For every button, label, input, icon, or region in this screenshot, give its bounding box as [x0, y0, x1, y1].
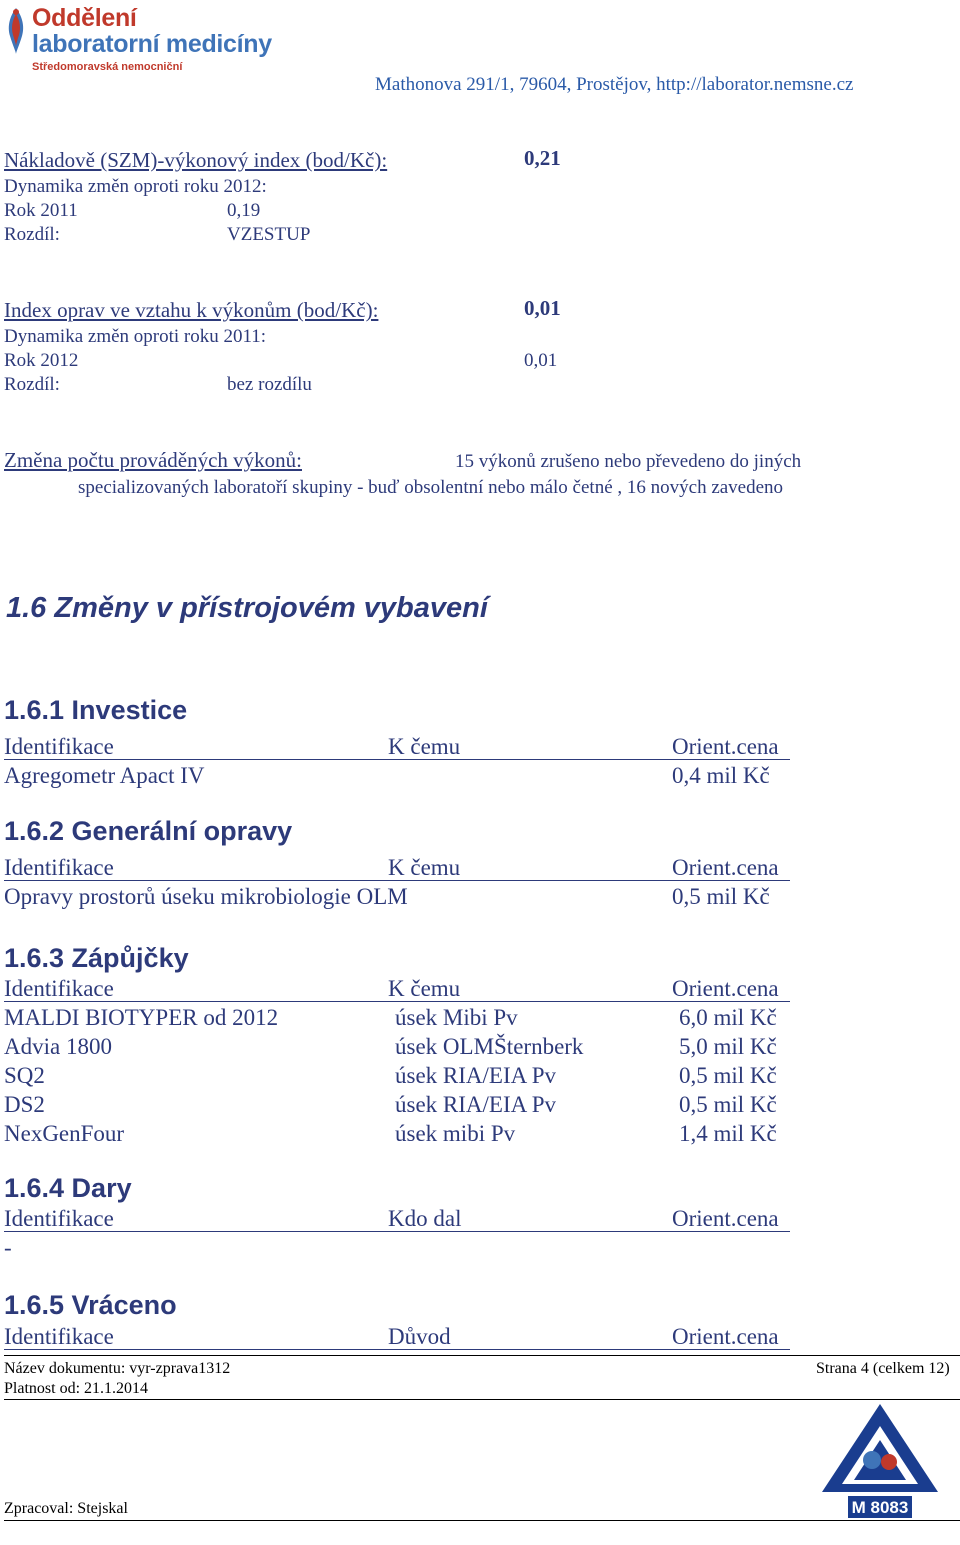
- cert-mark-text: M 8083: [851, 1498, 909, 1517]
- logo-text-line2: laboratorní medicíny: [32, 30, 272, 58]
- footer-valid-from: Platnost od: 21.1.2014: [4, 1380, 149, 1397]
- dary-col-who: Kdo dal: [388, 1206, 462, 1231]
- opravy-row-id: Opravy prostorů úseku mikrobiologie OLM: [4, 884, 408, 909]
- table-row-what: úsek OLMŠternberk: [395, 1034, 584, 1059]
- kpi2-year-value: 0,01: [524, 350, 558, 371]
- logo-text-line1: Oddělení: [32, 4, 137, 32]
- kpi1-label: Nákladově (SZM)-výkonový index (bod/Kč):: [4, 148, 388, 172]
- investice-row-price: 0,4 mil Kč: [672, 763, 770, 788]
- dary-title: 1.6.4 Dary: [4, 1173, 132, 1203]
- table-row-price: 1,4 mil Kč: [679, 1121, 777, 1146]
- table-row-id: SQ2: [4, 1063, 45, 1088]
- footer-page-number: Strana 4 (celkem 12): [816, 1360, 950, 1377]
- investice-title: 1.6.1 Investice: [4, 695, 188, 725]
- kpi2-dynamics: Dynamika změn oproti roku 2011:: [4, 326, 267, 347]
- investice-row-id: Agregometr Apact IV: [4, 763, 205, 788]
- vraceno-col-reason: Důvod: [388, 1324, 451, 1349]
- investice-col-id: Identifikace: [4, 734, 114, 759]
- vraceno-col-id: Identifikace: [4, 1324, 114, 1349]
- table-row-id: DS2: [4, 1092, 45, 1117]
- logo-text-line3: Středomoravská nemocniční: [32, 61, 183, 73]
- footer-bottom-rule: [4, 1520, 960, 1521]
- zapujcky-header-rule: [4, 1001, 790, 1002]
- header-address: Mathonova 291/1, 79604, Prostějov, http://laborator.nemsne.cz: [375, 74, 854, 95]
- kpi3-text2: specializovaných laboratoří skupiny - buď obsolentní nebo málo četné , 16 nových zavedeno: [78, 477, 784, 498]
- kpi2-value: 0,01: [524, 296, 561, 320]
- table-row-price: 6,0 mil Kč: [679, 1005, 777, 1030]
- table-row-what: úsek Mibi Pv: [395, 1005, 518, 1030]
- opravy-row-price: 0,5 mil Kč: [672, 884, 770, 909]
- kpi1-year-value: 0,19: [227, 200, 261, 221]
- investice-header-rule: [4, 759, 790, 760]
- zapujcky-col-what: K čemu: [388, 976, 461, 1001]
- table-row-id: MALDI BIOTYPER od 2012: [4, 1005, 279, 1030]
- kpi3-label: Změna počtu prováděných výkonů:: [4, 448, 302, 472]
- kpi2-diff-label: Rozdíl:: [4, 374, 60, 395]
- opravy-title: 1.6.2 Generální opravy: [4, 816, 293, 846]
- footer-author: Zpracoval: Stejskal: [4, 1500, 128, 1517]
- opravy-col-what: K čemu: [388, 855, 461, 880]
- vraceno-title: 1.6.5 Vráceno: [4, 1290, 177, 1320]
- table-row-price: 0,5 mil Kč: [679, 1063, 777, 1088]
- dary-header-rule: [4, 1231, 790, 1232]
- kpi3-text1: 15 výkonů zrušeno nebo převedeno do jiných: [455, 451, 802, 472]
- opravy-col-price: Orient.cena: [672, 855, 779, 880]
- investice-col-what: K čemu: [388, 734, 461, 759]
- opravy-col-id: Identifikace: [4, 855, 114, 880]
- table-row-what: úsek RIA/EIA Pv: [395, 1092, 556, 1117]
- kpi1-year-label: Rok 2011: [4, 200, 78, 221]
- certification-logo: [818, 1402, 942, 1520]
- table-row-what: úsek RIA/EIA Pv: [395, 1063, 556, 1088]
- zapujcky-col-id: Identifikace: [4, 976, 114, 1001]
- vraceno-header-rule: [4, 1349, 790, 1350]
- kpi2-diff-value: bez rozdílu: [227, 374, 312, 395]
- kpi2-year-label: Rok 2012: [4, 350, 79, 371]
- zapujcky-title: 1.6.3 Zápůjčky: [4, 943, 189, 973]
- section-title: 1.6 Změny v přístrojovém vybavení: [6, 592, 488, 624]
- dary-col-price: Orient.cena: [672, 1206, 779, 1231]
- kpi1-diff-label: Rozdíl:: [4, 224, 60, 245]
- dary-col-id: Identifikace: [4, 1206, 114, 1231]
- zapujcky-col-price: Orient.cena: [672, 976, 779, 1001]
- dary-row-id: -: [4, 1235, 12, 1260]
- table-row-id: NexGenFour: [4, 1121, 125, 1146]
- table-row-price: 5,0 mil Kč: [679, 1034, 777, 1059]
- opravy-header-rule: [4, 880, 790, 881]
- kpi1-diff-value: VZESTUP: [227, 224, 311, 245]
- table-row-what: úsek mibi Pv: [395, 1121, 516, 1146]
- kpi1-dynamics: Dynamika změn oproti roku 2012:: [4, 176, 267, 197]
- investice-col-price: Orient.cena: [672, 734, 779, 759]
- footer-mid-rule: [4, 1399, 960, 1400]
- logo-icon: [4, 6, 28, 56]
- footer-top-rule: [4, 1355, 960, 1356]
- vraceno-col-price: Orient.cena: [672, 1324, 779, 1349]
- table-row-id: Advia 1800: [4, 1034, 112, 1059]
- footer-doc-name: Název dokumentu: vyr-zprava1312: [4, 1360, 231, 1377]
- table-row-price: 0,5 mil Kč: [679, 1092, 777, 1117]
- kpi1-value: 0,21: [524, 146, 561, 170]
- kpi2-label: Index oprav ve vztahu k výkonům (bod/Kč):: [4, 298, 379, 322]
